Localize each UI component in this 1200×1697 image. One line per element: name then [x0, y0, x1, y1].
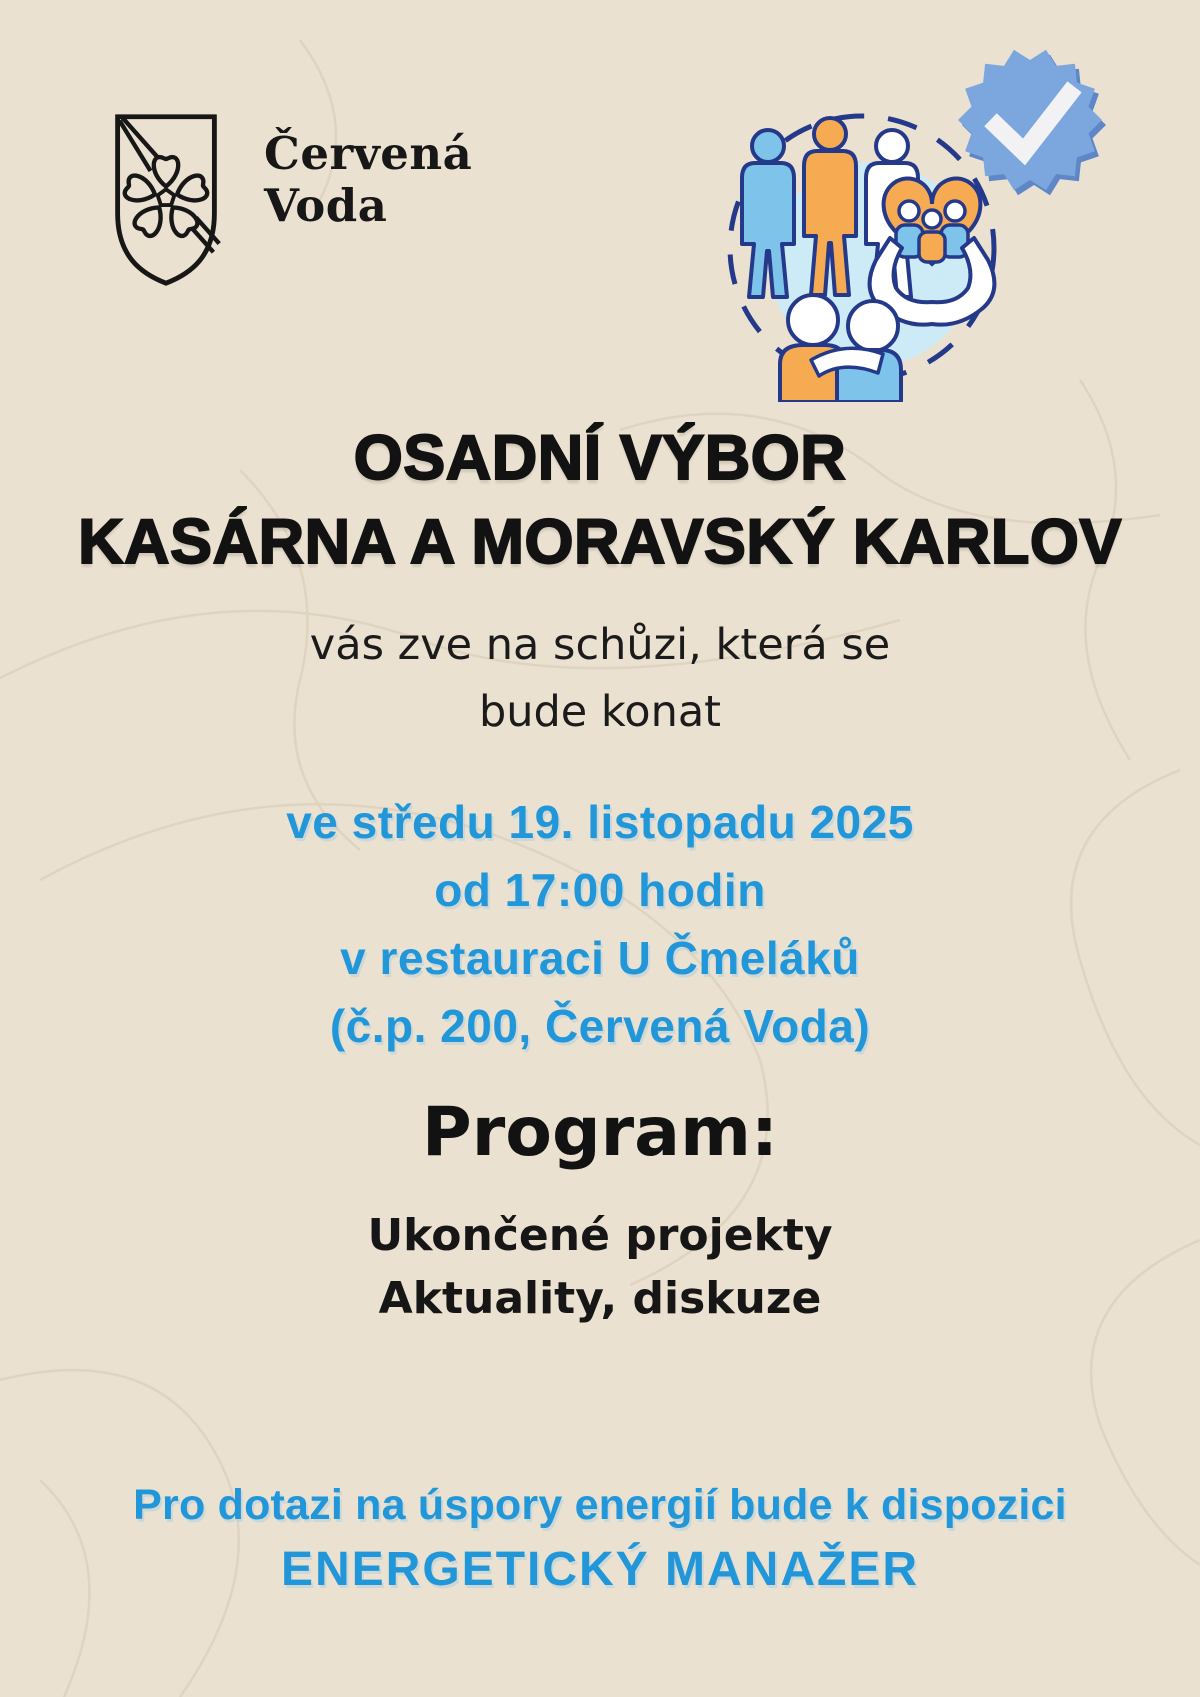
title-line-2: KASÁRNA A MORAVSKÝ KARLOV	[78, 507, 1122, 577]
energy-manager-note	[0, 1474, 1200, 1604]
program-item: Aktuality, diskuze	[378, 1273, 822, 1324]
heart-in-hands	[870, 179, 995, 325]
rose-icon	[123, 157, 208, 238]
footer-line-1: Pro dotazi na úspory energií bude k dispozici	[133, 1481, 1067, 1529]
logo-text-line2: Voda	[264, 179, 388, 233]
event-time: od 17:00 hodin	[434, 864, 766, 916]
poster-title	[0, 416, 1200, 584]
title-line-1: OSADNÍ VÝBOR	[353, 423, 847, 493]
event-venue: v restauraci U Čmeláků	[340, 932, 860, 984]
coat-of-arms-icon	[106, 104, 226, 294]
event-address: (č.p. 200, Červená Voda)	[329, 1000, 871, 1052]
event-date: ve středu 19. listopadu 2025	[286, 796, 914, 848]
verified-checkmark-badge-icon	[958, 50, 1106, 195]
event-details	[0, 788, 1200, 1060]
program-items	[0, 1204, 1200, 1330]
program-item: Ukončené projekty	[367, 1210, 833, 1261]
community-illustration	[685, 42, 1115, 402]
invitation-text	[0, 612, 1200, 746]
municipality-logo	[106, 104, 472, 294]
footer-line-2: ENERGETICKÝ MANAŽER	[280, 1543, 920, 1596]
invite-line-2: bude konat	[478, 687, 722, 737]
program-heading: Program:	[421, 1093, 779, 1172]
invite-line-1: vás zve na schůzi, která se	[309, 620, 891, 670]
logo-text-line1: Červená	[264, 127, 473, 180]
